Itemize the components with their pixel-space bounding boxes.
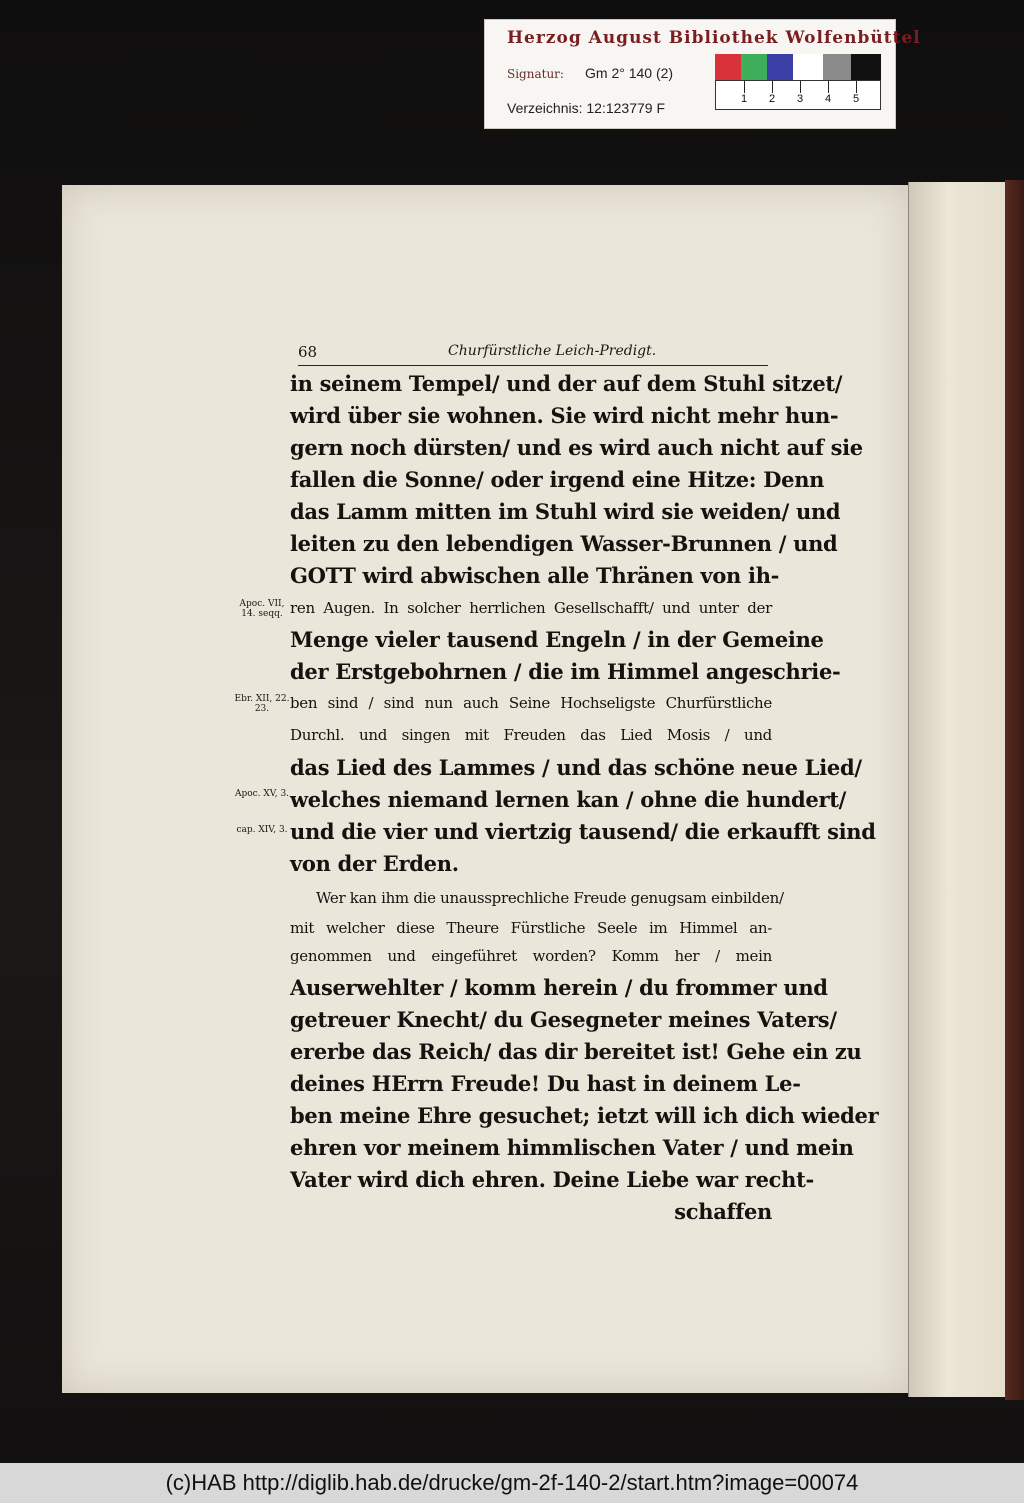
text-line: Wer kan ihm die unaussprechliche Freude genugsam einbilden/ xyxy=(316,889,784,907)
running-title: Churfürstliche Leich-Predigt. xyxy=(448,343,657,359)
ruler-num: 1 xyxy=(741,93,748,105)
ruler-num: 2 xyxy=(769,93,776,105)
library-name: Herzog August Bibliothek Wolfenbüttel xyxy=(507,28,921,48)
ruler xyxy=(715,80,881,110)
text-line: genommen und eingeführet worden? Komm her / mein xyxy=(290,947,772,965)
text-line: ererbe das Reich/ das dir bereitet ist! Gehe ein zu xyxy=(290,1039,862,1064)
text-line: wird über sie wohnen. Sie wird nicht mehr hun- xyxy=(290,403,839,428)
text-line: das Lied des Lammes / und das schöne neue Lied/ xyxy=(290,755,862,780)
text-line: Vater wird dich ehren. Deine Liebe war recht- xyxy=(290,1167,814,1192)
verzeichnis: Verzeichnis: 12:123779 F xyxy=(507,100,665,116)
signatur-value: Gm 2° 140 (2) xyxy=(585,65,674,81)
book-page xyxy=(62,185,908,1393)
text-line: leiten zu den lebendigen Wasser-Brunnen / und xyxy=(290,531,838,556)
text-line: mit welcher diese Theure Fürstliche Seele im Himmel an- xyxy=(290,919,772,937)
citation-text: (c)HAB http://diglib.hab.de/drucke/gm-2f-140-2/start.htm?image=00074 xyxy=(165,1470,859,1495)
color-swatches xyxy=(715,54,881,80)
running-head xyxy=(298,341,768,366)
margin-note: Apoc. VII, 14. seqq. xyxy=(239,599,285,619)
page-number: 68 xyxy=(298,343,318,361)
color-scale xyxy=(715,54,881,112)
text-line: gern noch dürsten/ und es wird auch nicht auf sie xyxy=(290,435,863,460)
swatch-white xyxy=(793,54,823,80)
text-line: welches niemand lernen kan / ohne die hundert/ xyxy=(290,787,847,812)
swatch-blue xyxy=(767,54,793,80)
text-line: getreuer Knecht/ du Gesegneter meines Vaters/ xyxy=(290,1007,837,1032)
swatch-gray xyxy=(823,54,851,80)
text-line: in seinem Tempel/ und der auf dem Stuhl sitzet/ xyxy=(290,371,843,396)
text-line: ren Augen. In solcher herrlichen Gesellschafft/ und unter der xyxy=(290,599,772,617)
text-line: von der Erden. xyxy=(290,851,459,876)
text-line: GOTT wird abwischen alle Thränen von ih- xyxy=(290,563,780,588)
ruler-num: 4 xyxy=(825,93,832,105)
margin-note: cap. XIV, 3. xyxy=(236,825,288,835)
citation-footer xyxy=(0,1463,1024,1503)
facing-page-edge xyxy=(908,182,1019,1397)
text-line: Auserwehlter / komm herein / du frommer und xyxy=(290,975,828,1000)
ruler-num: 3 xyxy=(797,93,804,105)
text-line: ben sind / sind nun auch Seine Hochseligste Churfürstliche xyxy=(290,694,772,712)
margin-note: Apoc. XV, 3. xyxy=(234,789,290,799)
signatur-label: Signatur: xyxy=(507,67,564,81)
margin-note: Ebr. XII, 22. 23. xyxy=(234,694,290,714)
swatch-red xyxy=(715,54,741,80)
swatch-green xyxy=(741,54,767,80)
text-line: fallen die Sonne/ oder irgend eine Hitze: Denn xyxy=(290,467,825,492)
text-line: und die vier und viertzig tausend/ die erkaufft sind xyxy=(290,819,876,844)
binding-rim xyxy=(1005,180,1024,1400)
catchword: schaffen xyxy=(674,1199,772,1224)
text-line: ehren vor meinem himmlischen Vater / und mein xyxy=(290,1135,854,1160)
text-line: ben meine Ehre gesuchet; ietzt will ich dich wieder xyxy=(290,1103,879,1128)
text-line: deines HErrn Freude! Du hast in deinem Le- xyxy=(290,1071,801,1096)
text-line: das Lamm mitten im Stuhl wird sie weiden/ und xyxy=(290,499,841,524)
swatch-black xyxy=(851,54,881,80)
text-line: der Erstgebohrnen / die im Himmel angeschrie- xyxy=(290,659,841,684)
text-line: Durchl. und singen mit Freuden das Lied Mosis / und xyxy=(290,726,772,744)
text-line: Menge vieler tausend Engeln / in der Gemeine xyxy=(290,627,824,652)
library-label-card xyxy=(485,20,921,128)
ruler-num: 5 xyxy=(853,93,860,105)
